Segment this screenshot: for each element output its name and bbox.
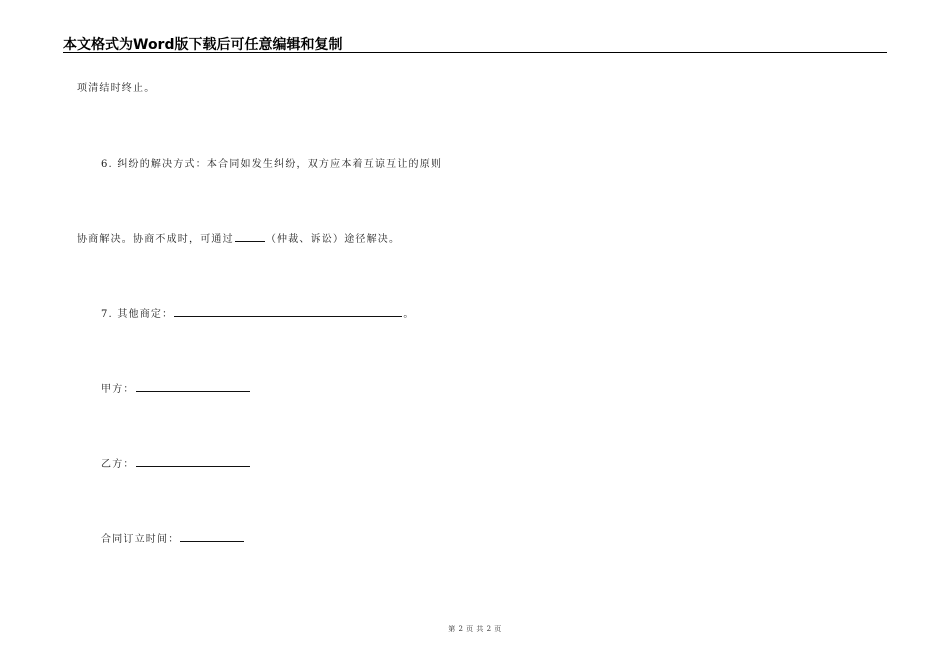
signing-time-line [101, 530, 245, 545]
party-b-line [101, 455, 251, 470]
dispute-method-blank[interactable] [235, 232, 265, 242]
negotiation-text-after: （仲裁、诉讼）途径解决。 [265, 234, 401, 245]
party-b-blank[interactable] [136, 457, 250, 467]
party-a-blank[interactable] [136, 382, 250, 392]
party-b-label: 乙方： [101, 459, 135, 470]
page-number-footer: 第 2 页 共 2 页 [448, 625, 502, 633]
document-header-title: 本文格式为Word版下载后可任意编辑和复制 [63, 37, 343, 53]
other-agreements-end: 。 [403, 309, 415, 320]
party-a-label: 甲方： [101, 384, 135, 395]
other-agreements-line [101, 305, 415, 320]
party-a-line [101, 380, 251, 395]
signing-time-label: 合同订立时间： [101, 534, 180, 545]
negotiation-text-before: 协商解决。协商不成时，可通过 [77, 234, 234, 245]
other-agreements-blank[interactable] [174, 307, 402, 317]
dispute-resolution-clause: 6. 纠纷的解决方式：本合同如发生纠纷，双方应本着互谅互让的原则 [101, 159, 443, 170]
paragraph-line-1: 项清结时终止。 [77, 83, 156, 94]
negotiation-line [77, 230, 400, 245]
signing-time-blank[interactable] [180, 532, 244, 542]
header-divider [63, 52, 887, 53]
other-agreements-label: 7. 其他商定： [101, 309, 174, 320]
